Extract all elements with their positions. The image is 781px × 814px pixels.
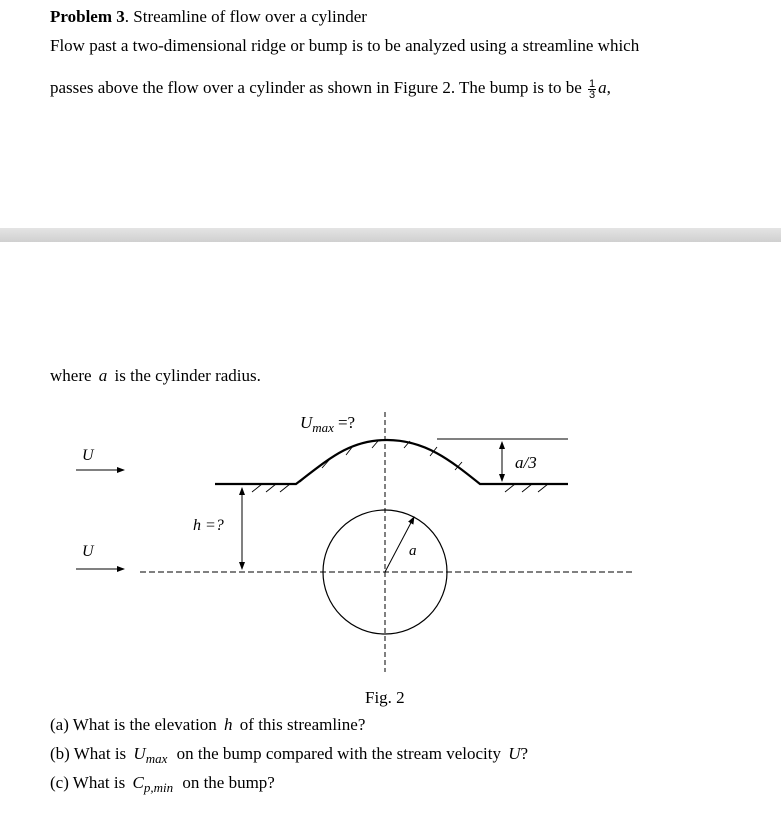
question-c — [50, 773, 275, 794]
problem-line-2-text: passes above the flow over a cylinder as shown in Figure 2. The bump is to be — [50, 78, 582, 97]
h-label: h =? — [193, 517, 224, 534]
problem-line-1: Flow past a two-dimensional ridge or bump is to be analyzed using a streamline which — [50, 36, 640, 55]
fraction-denominator: 3 — [589, 88, 596, 101]
problem-line-2-comma: , — [606, 78, 611, 97]
radius-label: a — [409, 543, 417, 559]
question-a — [50, 715, 365, 735]
question-c-suffix: on the bump? — [182, 773, 275, 792]
question-a-suffix: of this streamline? — [239, 715, 366, 734]
problem-line-3-start: where — [50, 366, 92, 385]
figure-caption: Fig. 2 — [365, 688, 405, 707]
problem-label: Problem 3 — [50, 7, 125, 26]
question-b-subscript: max — [145, 751, 168, 766]
question-b-suffix: ? — [520, 744, 529, 763]
upper-velocity-label: U — [82, 447, 94, 464]
question-b-prefix: (b) What is — [50, 744, 127, 763]
question-b-variable-2: U — [508, 744, 521, 763]
fraction-numerator: 1 — [589, 77, 596, 90]
question-a-prefix: (a) What is the elevation — [50, 715, 217, 734]
radius-variable-2: a — [98, 366, 108, 385]
question-b-middle: on the bump compared with the stream velocity — [176, 744, 501, 763]
radius-variable: a — [598, 78, 607, 97]
question-b — [50, 744, 528, 765]
question-c-subscript: p,min — [143, 780, 174, 795]
question-b-variable: U — [133, 744, 146, 763]
question-c-variable: C — [132, 773, 144, 792]
question-a-variable: h — [224, 715, 233, 734]
question-c-prefix: (c) What is — [50, 773, 126, 792]
problem-title: . Streamline of flow over a cylinder — [124, 7, 367, 26]
lower-velocity-label: U — [82, 543, 94, 560]
problem-line-3-end: is the cylinder radius. — [114, 366, 261, 385]
umax-label: $U_{max}$ =? — [300, 413, 356, 435]
a3-label: a/3 — [515, 453, 537, 472]
